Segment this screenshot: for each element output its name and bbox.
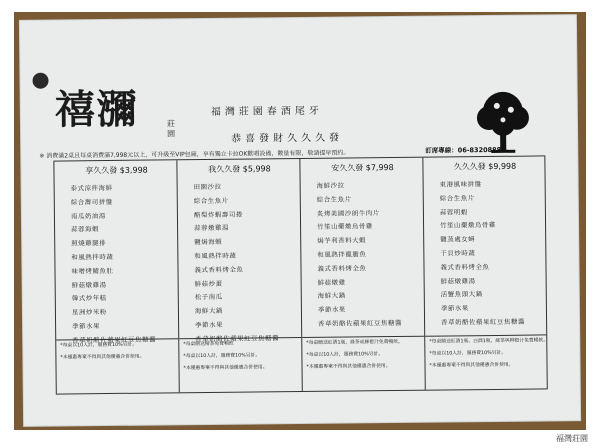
dish-item: 星洲炒米粉 bbox=[71, 308, 107, 317]
dish-list bbox=[430, 177, 543, 330]
dish-item: 蒜蓉明蝦 bbox=[439, 207, 468, 217]
dish-item: 東港風味拼盤 bbox=[439, 180, 482, 189]
dish-item: 照燒雞腿排 bbox=[71, 239, 107, 248]
menu-table bbox=[53, 155, 547, 394]
menu-column-4 bbox=[422, 156, 547, 389]
dish-item: 義式香料烤全魚 bbox=[194, 265, 244, 274]
dish-item: 義式香料烤全魚 bbox=[440, 262, 490, 272]
note-line: *本優惠專案不得與其他優惠合併使用。 bbox=[60, 354, 145, 361]
note-line: *每桌以10人計，服務費10%另計。 bbox=[183, 353, 261, 360]
dish-item: 海鮮大鍋 bbox=[194, 306, 223, 316]
dish-item: 綜合生魚片 bbox=[193, 196, 229, 205]
event-slogan: 恭喜發財久久久發 bbox=[231, 132, 344, 145]
menu-notes bbox=[179, 337, 301, 375]
dish-item: 韓式炒年糕 bbox=[71, 294, 107, 303]
logo-wordmark: 禧瀰 bbox=[54, 85, 140, 134]
dish-item: 鹽蒸處女蟳 bbox=[440, 235, 476, 244]
note-line: *本優惠專案不得與其他優惠合併使用。 bbox=[306, 364, 391, 370]
dish-item: 香草奶酪佐蘋果紅豆焦糖醬 bbox=[72, 335, 157, 345]
dish-item: 海鮮大鍋 bbox=[317, 291, 346, 301]
menu-notes bbox=[302, 336, 424, 374]
upgrade-notice: ※ 消費滿2桌且每桌消費滿7,998元以上，可升級至VIP包廂，享有獨立卡拉OK歡唱設備，數量有限，敬請提早預約。 bbox=[39, 149, 350, 160]
dish-item: 香草奶酪佐蘋果紅豆焦糖醬 bbox=[441, 317, 526, 327]
dish-item: 干貝炒時蔬 bbox=[440, 249, 476, 258]
note-line: *每桌以10人計，服務費10%另計。 bbox=[306, 352, 384, 358]
menu-column-1 bbox=[53, 160, 178, 393]
dish-item: 竹笙山藥燉烏骨雞 bbox=[440, 221, 497, 230]
event-title: 福灣莊園春酒尾牙 bbox=[210, 105, 323, 118]
dish-item: 季節水果 bbox=[440, 304, 469, 313]
logo-dot-icon bbox=[32, 73, 48, 89]
dish-item: 綜合生魚片 bbox=[439, 193, 475, 203]
dish-item: 綜合壽司拼盤 bbox=[70, 197, 113, 207]
booking-hotline: 訂席專線：06-8320888 bbox=[425, 145, 502, 155]
note-line: *每桌以10人計，服務費10%另計。 bbox=[429, 350, 507, 357]
dish-item: 焗芋利香料大蝦 bbox=[317, 236, 367, 246]
dish-item: 和風熱拌時蔬 bbox=[194, 251, 237, 261]
dish-item: 炙烤美國沙朗牛肉片 bbox=[316, 208, 380, 218]
menu-heading: 安久久發 $7,998 bbox=[331, 163, 394, 173]
menu-heading: 享久久發 $3,998 bbox=[85, 165, 148, 176]
menu-notes bbox=[425, 334, 549, 372]
note-line: *每桌以10人計，服務費10%另計。 bbox=[60, 342, 138, 349]
note-line: *每桌贈送紅酒1瓶、白酒1瓶，綠茶與柳橙汁免費暢飲。 bbox=[429, 338, 549, 345]
dish-list bbox=[184, 180, 298, 347]
menu-column-2 bbox=[176, 159, 301, 392]
dish-item: 季節水果 bbox=[72, 322, 101, 331]
dish-item: 泰式涼拌海鮮 bbox=[70, 183, 113, 193]
dish-item: 季節水果 bbox=[317, 305, 346, 314]
dish-item: 香草奶酪佐蘋果紅豆焦糖醬 bbox=[195, 333, 280, 343]
menu-column-3 bbox=[299, 158, 424, 391]
note-line: *每桌贈送精茶免費暢飲 bbox=[183, 341, 234, 348]
dish-item: 松子南瓜 bbox=[194, 293, 223, 302]
dish-item: 鮮菇炒蛋 bbox=[194, 279, 223, 288]
dish-item: 季節水果 bbox=[195, 320, 224, 330]
dish-item: 蒜蓉燉雞湯 bbox=[194, 224, 230, 233]
dish-item: 義式香料烤全魚 bbox=[317, 264, 367, 273]
dish-list bbox=[307, 179, 421, 332]
dish-item: 鮮菇燉雞湯 bbox=[71, 280, 107, 289]
menu-notes bbox=[56, 338, 178, 364]
menu-sheet bbox=[20, 15, 580, 426]
note-line: *本優惠專案不得與其他優惠合併使用。 bbox=[183, 365, 268, 372]
dish-item: 海鮮沙拉 bbox=[316, 181, 345, 190]
dish-item: 活蟹魚頭大鍋 bbox=[440, 290, 483, 299]
dish-item: 和風熱拌龍膽魚 bbox=[317, 250, 367, 259]
menu-heading: 久久久發 $9,998 bbox=[453, 161, 517, 172]
dish-item: 酪梨炸蝦壽司捲 bbox=[193, 210, 243, 219]
dish-item: 和風熱拌時蔬 bbox=[71, 252, 114, 262]
logo-subtitle: 莊園 bbox=[166, 119, 176, 139]
dish-item: 鮮菇燉雞湯 bbox=[440, 276, 476, 286]
dish-item: 香草奶酪佐蘋果紅豆焦糖醬 bbox=[318, 318, 403, 328]
dish-item: 南瓜奶油湯 bbox=[70, 211, 106, 220]
photo-watermark: 福灣莊園 bbox=[556, 434, 588, 443]
dish-item: 鹽焗海蝦 bbox=[194, 238, 223, 247]
dish-item: 竹笙山藥燉烏骨雞 bbox=[317, 222, 374, 232]
note-line: *本優惠專案不得與其他優惠合併使用。 bbox=[429, 362, 514, 369]
dish-list bbox=[61, 181, 175, 348]
dish-item: 鮮菇燉雞 bbox=[317, 278, 346, 287]
note-line: *每桌贈送紅酒1瓶，綠茶或柳橙汁免費暢飲。 bbox=[306, 339, 403, 346]
menu-heading: 我久久發 $5,998 bbox=[208, 164, 271, 174]
dish-item: 蒜蓉海蝦 bbox=[71, 225, 100, 234]
dish-item: 田園沙拉 bbox=[193, 182, 222, 192]
dish-item: 味噌烤鯖魚肚 bbox=[71, 266, 114, 276]
dish-item: 綜合生魚片 bbox=[316, 195, 352, 204]
